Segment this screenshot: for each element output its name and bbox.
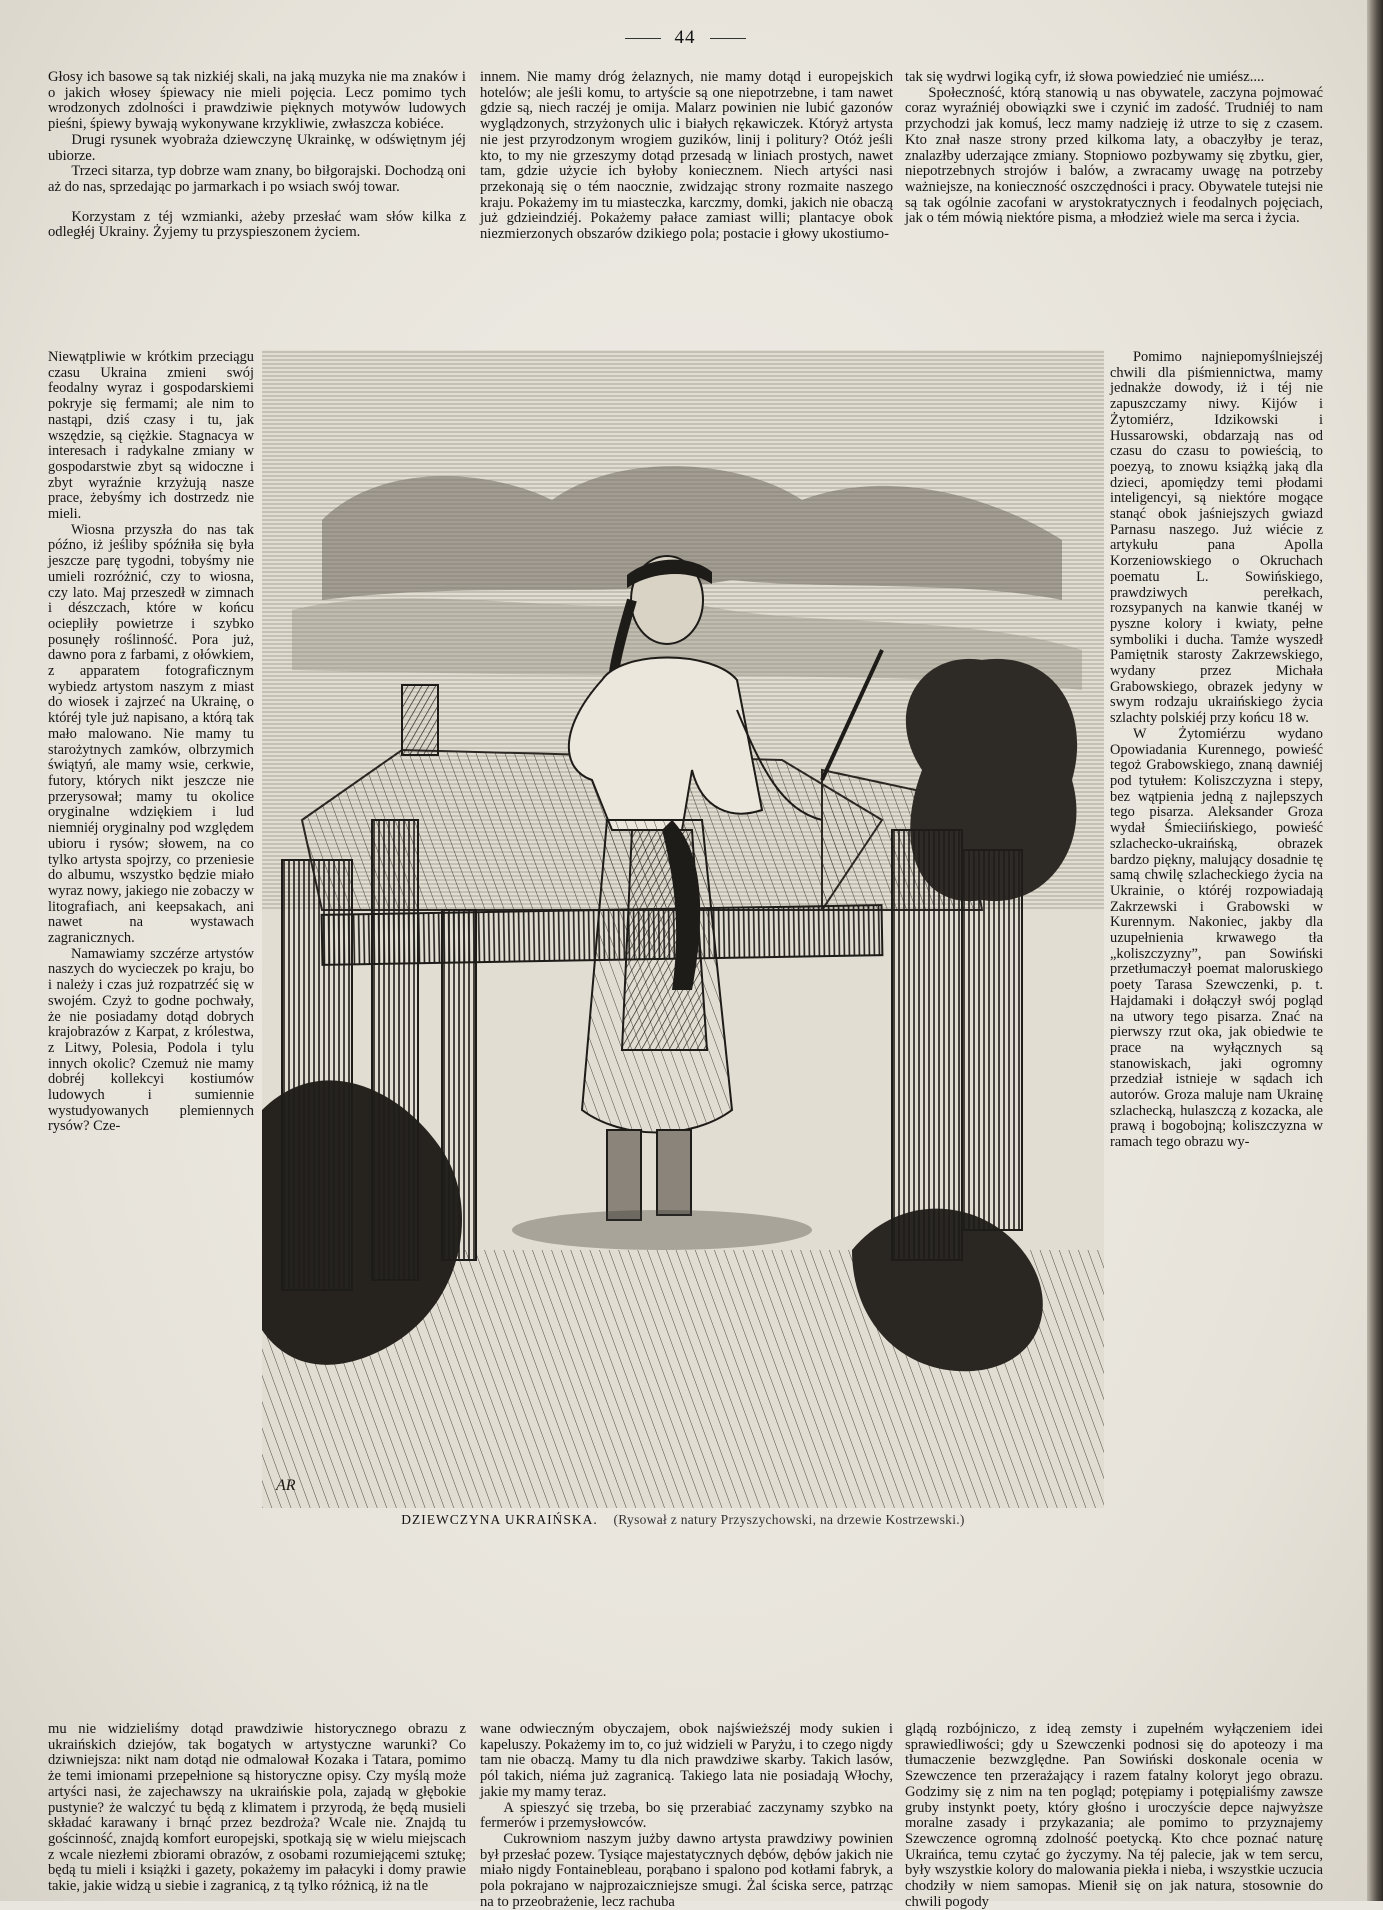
fence-post [372,820,418,1280]
paragraph: Głosy ich basowe są tak nizkiéj skali, na jaką muzyka nie ma znaków i o jakich włosey śpiewacy nie mieli pojęcia. Lecz pomimo tych wrodzonych zdolności i prawdziwie pięknych motywów ludowych pieśni, śpiewy bywają wykonywane krzykliwie, zwłaszcza kobiéce. [48,69,466,133]
paragraph: Namawiamy szczérze artystów naszych do wycieczek po kraju, bo i należy i czas już rozpatrzéć się w swojém. Czyż to godne pochwały, że nie posiadamy dotąd dobrych krajobrazów z Karpat, z królestwa, z Litwy, Polesia, Podola i tylu innych okolic? Czemuż nie mamy dobréj kollekcyi kostiumów ludowych i sumiennie wystudyowanych plemiennych rysów? Cze- [48,945,254,1135]
paragraph: A spieszyć się trzeba, bo się przerabiać zaczynamy szybko na fermerów i przemysłowców. [480,1799,893,1832]
column-2-bottom [480,1721,893,1910]
paragraph: Cukrowniom naszym jużby dawno artysta prawdziwy powinien był przesłać pozew. Tysiące majestatycznych dębów, dębów jakich nie miało nigdy Fontainebleau, porąbano i spalono pod kotłami fabryk, a pola pokrajano w najprozaiczniejsze smugi. Żal ściska serce, patrząc na to przeobrażenie, lecz rachuba [480,1830,893,1910]
page-header [600,26,770,50]
column-1-top [48,70,466,344]
engraving-svg [262,350,1104,1508]
paragraph: Trzeci sitarza, typ dobrze wam znany, bo biłgorajski. Dochodzą oni aż do nas, sprzedając po jarmarkach i po wsiach swój towar. [48,163,466,195]
paragraph: Pomimo najniepomyślniejszéj chwili dla piśmiennictwa, mamy jednakże dowody, iż i téj nie zapuszczamy niwy. Kijów i Żytomiérz, Idzikowski i Hussarowski, obdarzają nas od czasu do czasu to powieścią, to poezyą, to znowu książką jaką dla dzieci, apomiędzy temi płodami inteligencyi, są niektóre mogące stanąć obok jaśniejszych gwiazd Parnasu naszego. Już wiécie z artykułu pana Apolla Korzeniowskiego o Okruchach poematu L. Sowińskiego, prawdziwych perełkach, rozsypanych na kanwie tkanéj w pyszne kolory i kwiaty, pełne symboliki i ducha. Tamże wyszedł Pamiętnik starosty Zakrzewskiego, wydany przez Michała Grabowskiego, obrazek jedyny w swym rodzaju ukraińskiego życia szlachty polskiéj przy końcu 18 w. [1110,349,1323,727]
paragraph: innem. Nie mamy dróg żelaznych, nie mamy dotąd i europejskich hotelów; ale jeśli komu, to artyście są one niepotrzebne, i tam nawet gdzie są, niech raczéj je omija. Malarz powinien nie lubić gazonów wyglądzonych, strzyżonych ulic i białych rękawiczek. Któryż artysta nie jest przyrodzonym wrogiem guzików, linij i politury? Otóż jeśli kto, to my nie grzeszymy dotąd przesadą w liniach prostych, nawet tam, gdzie użycie ich byłoby koniecznem. Niech artyści nasi przekonają się o tém naocznie, zwidzając strony rozmaite naszego kraju. Pokażemy im tu miasteczka, karczmy, domki, jakich nie obaczą już gdzieindziéj. Pokażemy pałace zamiast willi; plantacye obok niezmierzonych obszarów dzikiego pola; postacie i głowy ukostiumo- [480,69,893,243]
paragraph: tak się wydrwi logiką cyfr, iż słowa powiedzieć nie umiész.... [905,69,1265,85]
paragraph: Drugi rysunek wyobraża dziewczynę Ukrainkę, w odświętnym jéj ubiorze. [48,131,466,164]
paragraph: Społeczność, którą stanowią u nas obywatele, zaczyna pojmować coraz wyraźniéj obowiązki swe i czynić im zadość. Trudniéj to nam przychodzi jak komuś, lecz mamy nadzieję iż utrze to się z czasem. Kto znał nasze strony przed kilkoma laty, a obaczyłby je teraz, znalazłby uderzające zmiany. Stopniowo pozbywamy się zbytku, gier, niepotrzebnych strojów i balów, a zwracamy uwagę na potrzeby ważniejsze, na konieczność oszczędności i pracy. Obywatele tutejsi nie są tak ogólnie zacofani w arystokratycznych i feodalnych pojęciach, jak o tém mówią niektóre pisma, a młodzież wiele ma serca i życia. [905,84,1323,227]
boot [607,1130,641,1220]
paragraph: Niewątpliwie w krótkim przeciągu czasu Ukraina zmieni swój feodalny wyraz i gospodarskiemi pokryje się fermami; ale nim to nastąpi, dziś czasy i tu, jak wszędzie, są ciężkie. Stagnacya w interesach i radykalne zmiany w gospodarstwie zbyt są widoczne i zbyt wyraźnie krzyżują nasze prace, żebyśmy ich dostrzedz nie mieli. [48,349,254,523]
header-rule-right [710,38,746,39]
binding-edge [1367,0,1383,1901]
engraver-monogram: AR [276,1477,296,1494]
column-3-beside-illustration [1110,350,1323,1722]
paragraph: Wiosna przyszła do nas tak późno, iż jeśliby spóźniła się była jeszcze parę tygodni, tobyśmy nie umieli rozróżnić, czy to wiosna, czy lato. Maj przeszedł w zimnach i dészczach, które w końcu ociepliły powietrze i szybko posunęły roślinność. Pora już, dawno pora z farbami, z ołówkiem, z apparatem fotograficznym wybiedz artystom naszym z miast do wiosek i zajrzeć na Ukrainę, o któréj tyle już napisano, a którą tak mało malowano. Nie mamy tu starożytnych zamków, olbrzymich świątyń, ale mamy wsie, cerkwie, futory, których nikt jeszcze nie przerysował; mamy tu okolice oryginalne wdziękiem i lud niemniéj oryginalny pod względem ubioru i rysów; słowem, na co tylko artysta spojrzy, co przeniesie do albumu, wszystko będzie miało wyraz nowy, jakiego nie zobaczy w litografiach, ani keepsakach, ani nawet na wystawach zagranicznych. [48,521,254,947]
illustration-caption [262,1512,1104,1532]
paragraph: wane odwieczným obyczajem, obok najświeższéj mody sukien i kapeluszy. Pokażemy im to, co już widzieli w Paryżu, i to czego nigdy tam nie obaczą. Mamy tu dla nich prawdziwe skarby. Takich lasów, pól takich, niéma już zagranicą. Takiego lata nie posiadają Włochy, jakie my mamy teraz. [480,1721,893,1800]
column-3-bottom [905,1721,1323,1910]
page-number: 44 [674,27,696,48]
paragraph: glądą rozbójniczo, z ideą zemsty i zupełném wyłączeniem idei sprawiedliwości; gdy u Szewczenki podnosi się do apoteozy i ma tłumaczenie bezwzględne. Pan Sowiński doskonale ocenia w Szewczence ten przerażający i razem fatalny koloryt jego obrazu. Godzimy się z nim na ten pogląd; potępiamy i potępialiśmy zawsze gruby instynkt poety, który głośno i uroczyście depce najwyższe moralne zasady i przykazania; ale pomimo to przyznajemy Szewczence ogromną zdolność poetycką. Kto chce poznać naturę Ukraińca, temu czytać go życzymy. Na téj palecie, jak w tem sercu, były wszystkie kolory do malowania piekła i nieba, i wszystkie uczucia chodziły w niem samopas. Mienił się on jak natura, stosownie do chwili pogody [905,1721,1323,1910]
caption-title: DZIEWCZYNA UKRAIŃSKA. [401,1512,598,1527]
fence-post [892,830,962,1260]
column-1-beside-illustration [48,350,254,1722]
column-3-top [905,70,1323,346]
caption-credit: (Rysował z natury Przyszychowski, na drzewie Kostrzewski.) [613,1512,965,1527]
chimney [402,685,438,755]
boot [657,1130,691,1215]
ground-shadow [512,1210,812,1250]
paragraph: mu nie widzieliśmy dotąd prawdziwie historycznego obrazu z ukraińskich dziejów, tak bogatych w artystyczne warunki? Co dziwniejsza: nikt nam dotąd nie odmalował Kozaka i Tatara, pomimo że temi imionami przepełnione są historyczne opisy. Czy myślą może artyści nasi, że zajechawszy na ukraińskie pola, zajadą w głębokie pustynie? że walczyć tu będą z klimatem i przyrodą, że będą musieli składać karawany i brnąć przez bezdroża? Wcale nie. Znajdą tu gościnność, znajdą komfort europejski, spotkają się w wielu miejscach z wcale niezłemi zbiorami obrazów, z osobami rozumiejącemi sztukę; będą tu mieli i książki i gazety, pokażemy im pałacyki i domy prawie takie, jakie widzą u siebie i zagranicą, z tą tylko różnicą, iż na tle [48,1721,466,1895]
header-rule-left [625,38,661,39]
engraving-illustration [262,350,1104,1508]
paragraph: W Żytomiérzu wydano Opowiadania Kurennego, powieść tegoż Grabowskiego, znaną dawniéj pod tytułem: Koliszczyzna i stepy, bez wątpienia jedną z najlepszych tego pisarza. Aleksander Groza wydał Śmieciińskiego, powieść szlachecko-ukraińską, obrazek bardzo piękny, malujący dosadnie tę samą chwilę szlacheckiego życia na Ukrainie, o któréj rozpowiadają Zakrzewski i Grabowski w Kurennym. Nakoniec, jakby dla uzupełnienia krwawego tła „koliszczyzny”, pan Sowiński przetłumaczył poemat maloruskiego poety Tarasa Szewczenki, p. t. Hajdamaki i dołączył swój pogląd na utwory tego pisarza. Znać na pierwszy rzut oka, jak obiedwie te prace na wyłącznych są stanowiskach, jaki ogromny przedział istnieje w sądach ich autorów. Groza maluje nam Ukrainę szlachecką, hulaszczą z kozacka, ale prawą i bogobojną; koliszczyzna w ramach tego obrazu wy- [1110,725,1323,1151]
column-1-bottom [48,1721,466,1895]
paragraph: Korzystam z téj wzmianki, ażeby przesłać wam słów kilka z odległéj Ukrainy. Żyjemy tu przyspieszonem życiem. [48,208,466,241]
column-2-top [480,70,893,346]
fence-post [962,850,1022,1230]
